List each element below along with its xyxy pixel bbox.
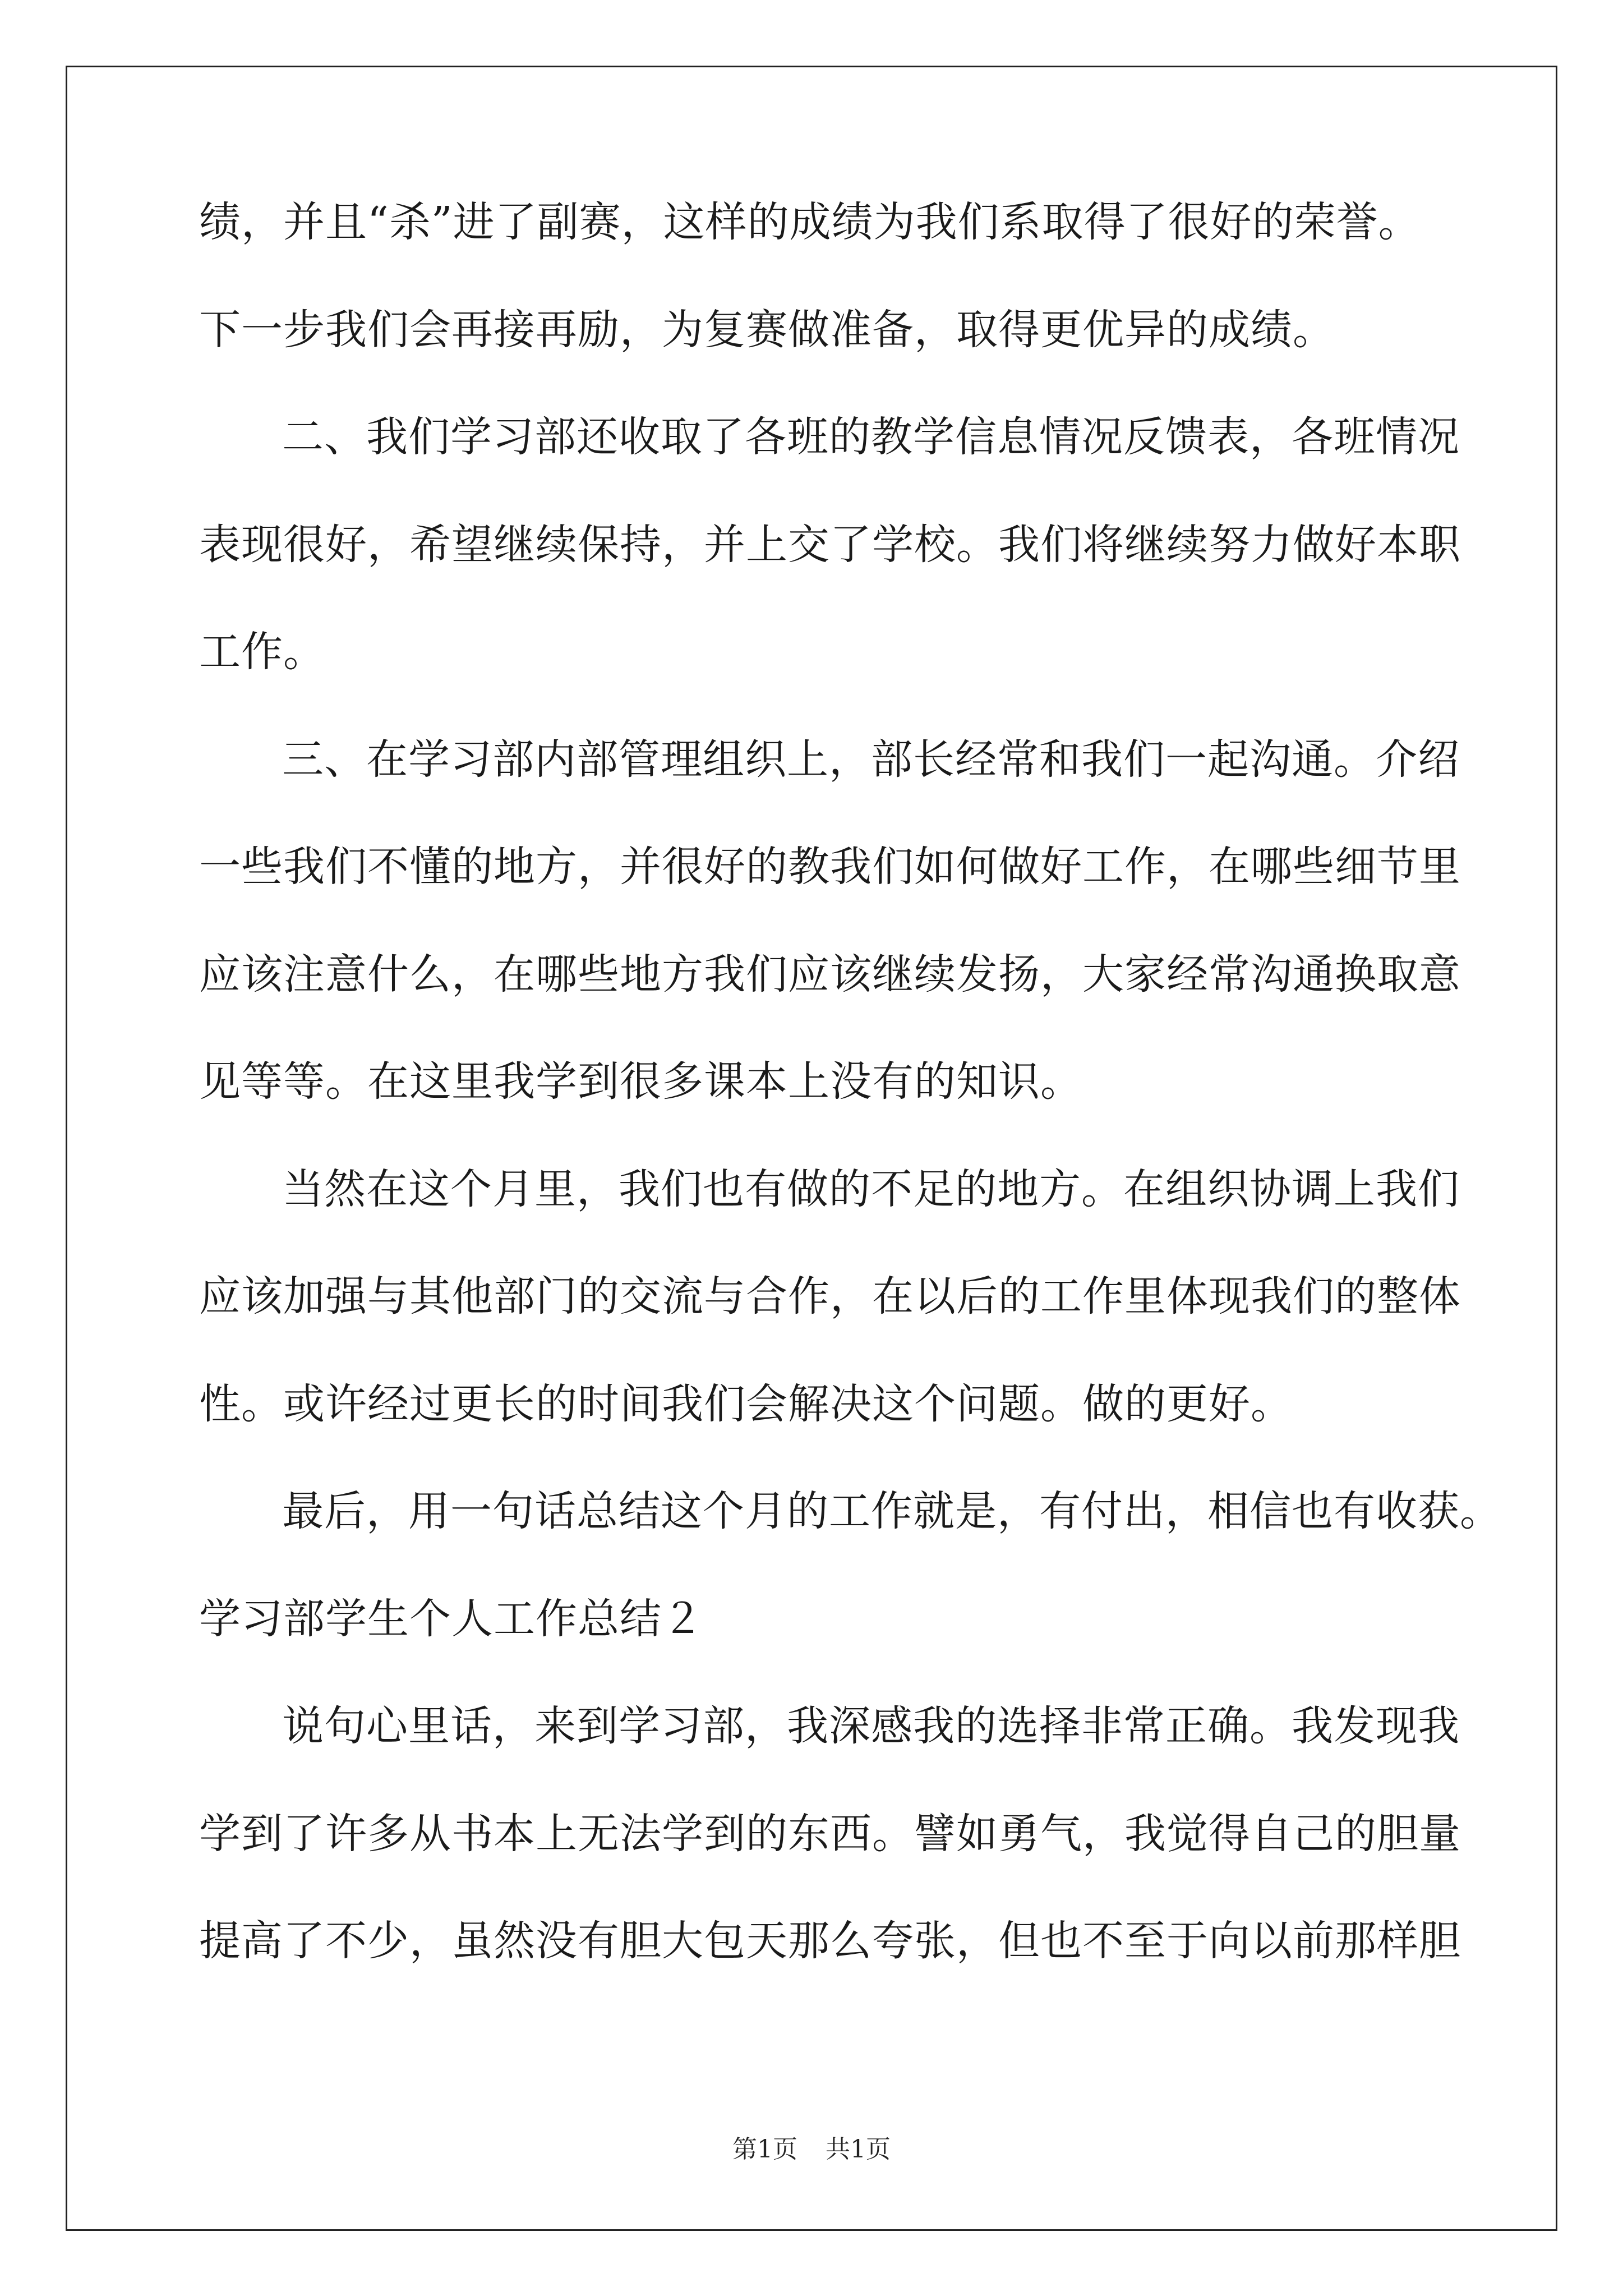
text-line: 下一步我们会再接再励，为复赛做准备，取得更优异的成绩。 — [199, 305, 1335, 354]
text-line: 说句心里话，来到学习部，我深感我的选择非常正确。我发现我 — [282, 1702, 1460, 1750]
text-line: 二、我们学习部还收取了各班的教学信息情况反馈表，各班情况 — [282, 413, 1460, 461]
text-line: 表现很好，希望继续保持，并上交了学校。我们将继续努力做好本职 — [199, 520, 1461, 569]
text-line: 性。或许经过更长的时间我们会解决这个问题。做的更好。 — [199, 1379, 1293, 1428]
section-heading: 学习部学生个人工作总结２ — [199, 1594, 704, 1643]
page-number: 第1页 — [732, 2135, 797, 2164]
text-line: 工作。 — [199, 628, 325, 676]
text-line: 一些我们不懂的地方，并很好的教我们如何做好工作，在哪些细节里 — [199, 843, 1461, 891]
text-line: 见等等。在这里我学到很多课本上没有的知识。 — [199, 1057, 1082, 1106]
page-total: 共1页 — [826, 2135, 891, 2164]
text-line: 应该注意什么，在哪些地方我们应该继续发扬，大家经常沟通换取意 — [199, 950, 1461, 999]
text-line: 绩，并且“杀”进了副赛，这样的成绩为我们系取得了很好的荣誉。 — [199, 198, 1421, 246]
text-line: 最后，用一句话总结这个月的工作就是，有付出，相信也有收获。 — [282, 1487, 1502, 1535]
text-line: 三、在学习部内部管理组织上，部长经常和我们一起沟通。介绍 — [282, 735, 1460, 784]
text-line: 学到了许多从书本上无法学到的东西。譬如勇气，我觉得自己的胆量 — [199, 1809, 1461, 1858]
text-line: 应该加强与其他部门的交流与合作，在以后的工作里体现我们的整体 — [199, 1272, 1461, 1320]
document-body — [199, 196, 1502, 2023]
page-footer — [0, 2133, 1623, 2166]
text-line: 当然在这个月里，我们也有做的不足的地方。在组织协调上我们 — [282, 1165, 1460, 1213]
text-line: 提高了不少，虽然没有胆大包天那么夸张，但也不至于向以前那样胆 — [199, 1917, 1461, 1965]
